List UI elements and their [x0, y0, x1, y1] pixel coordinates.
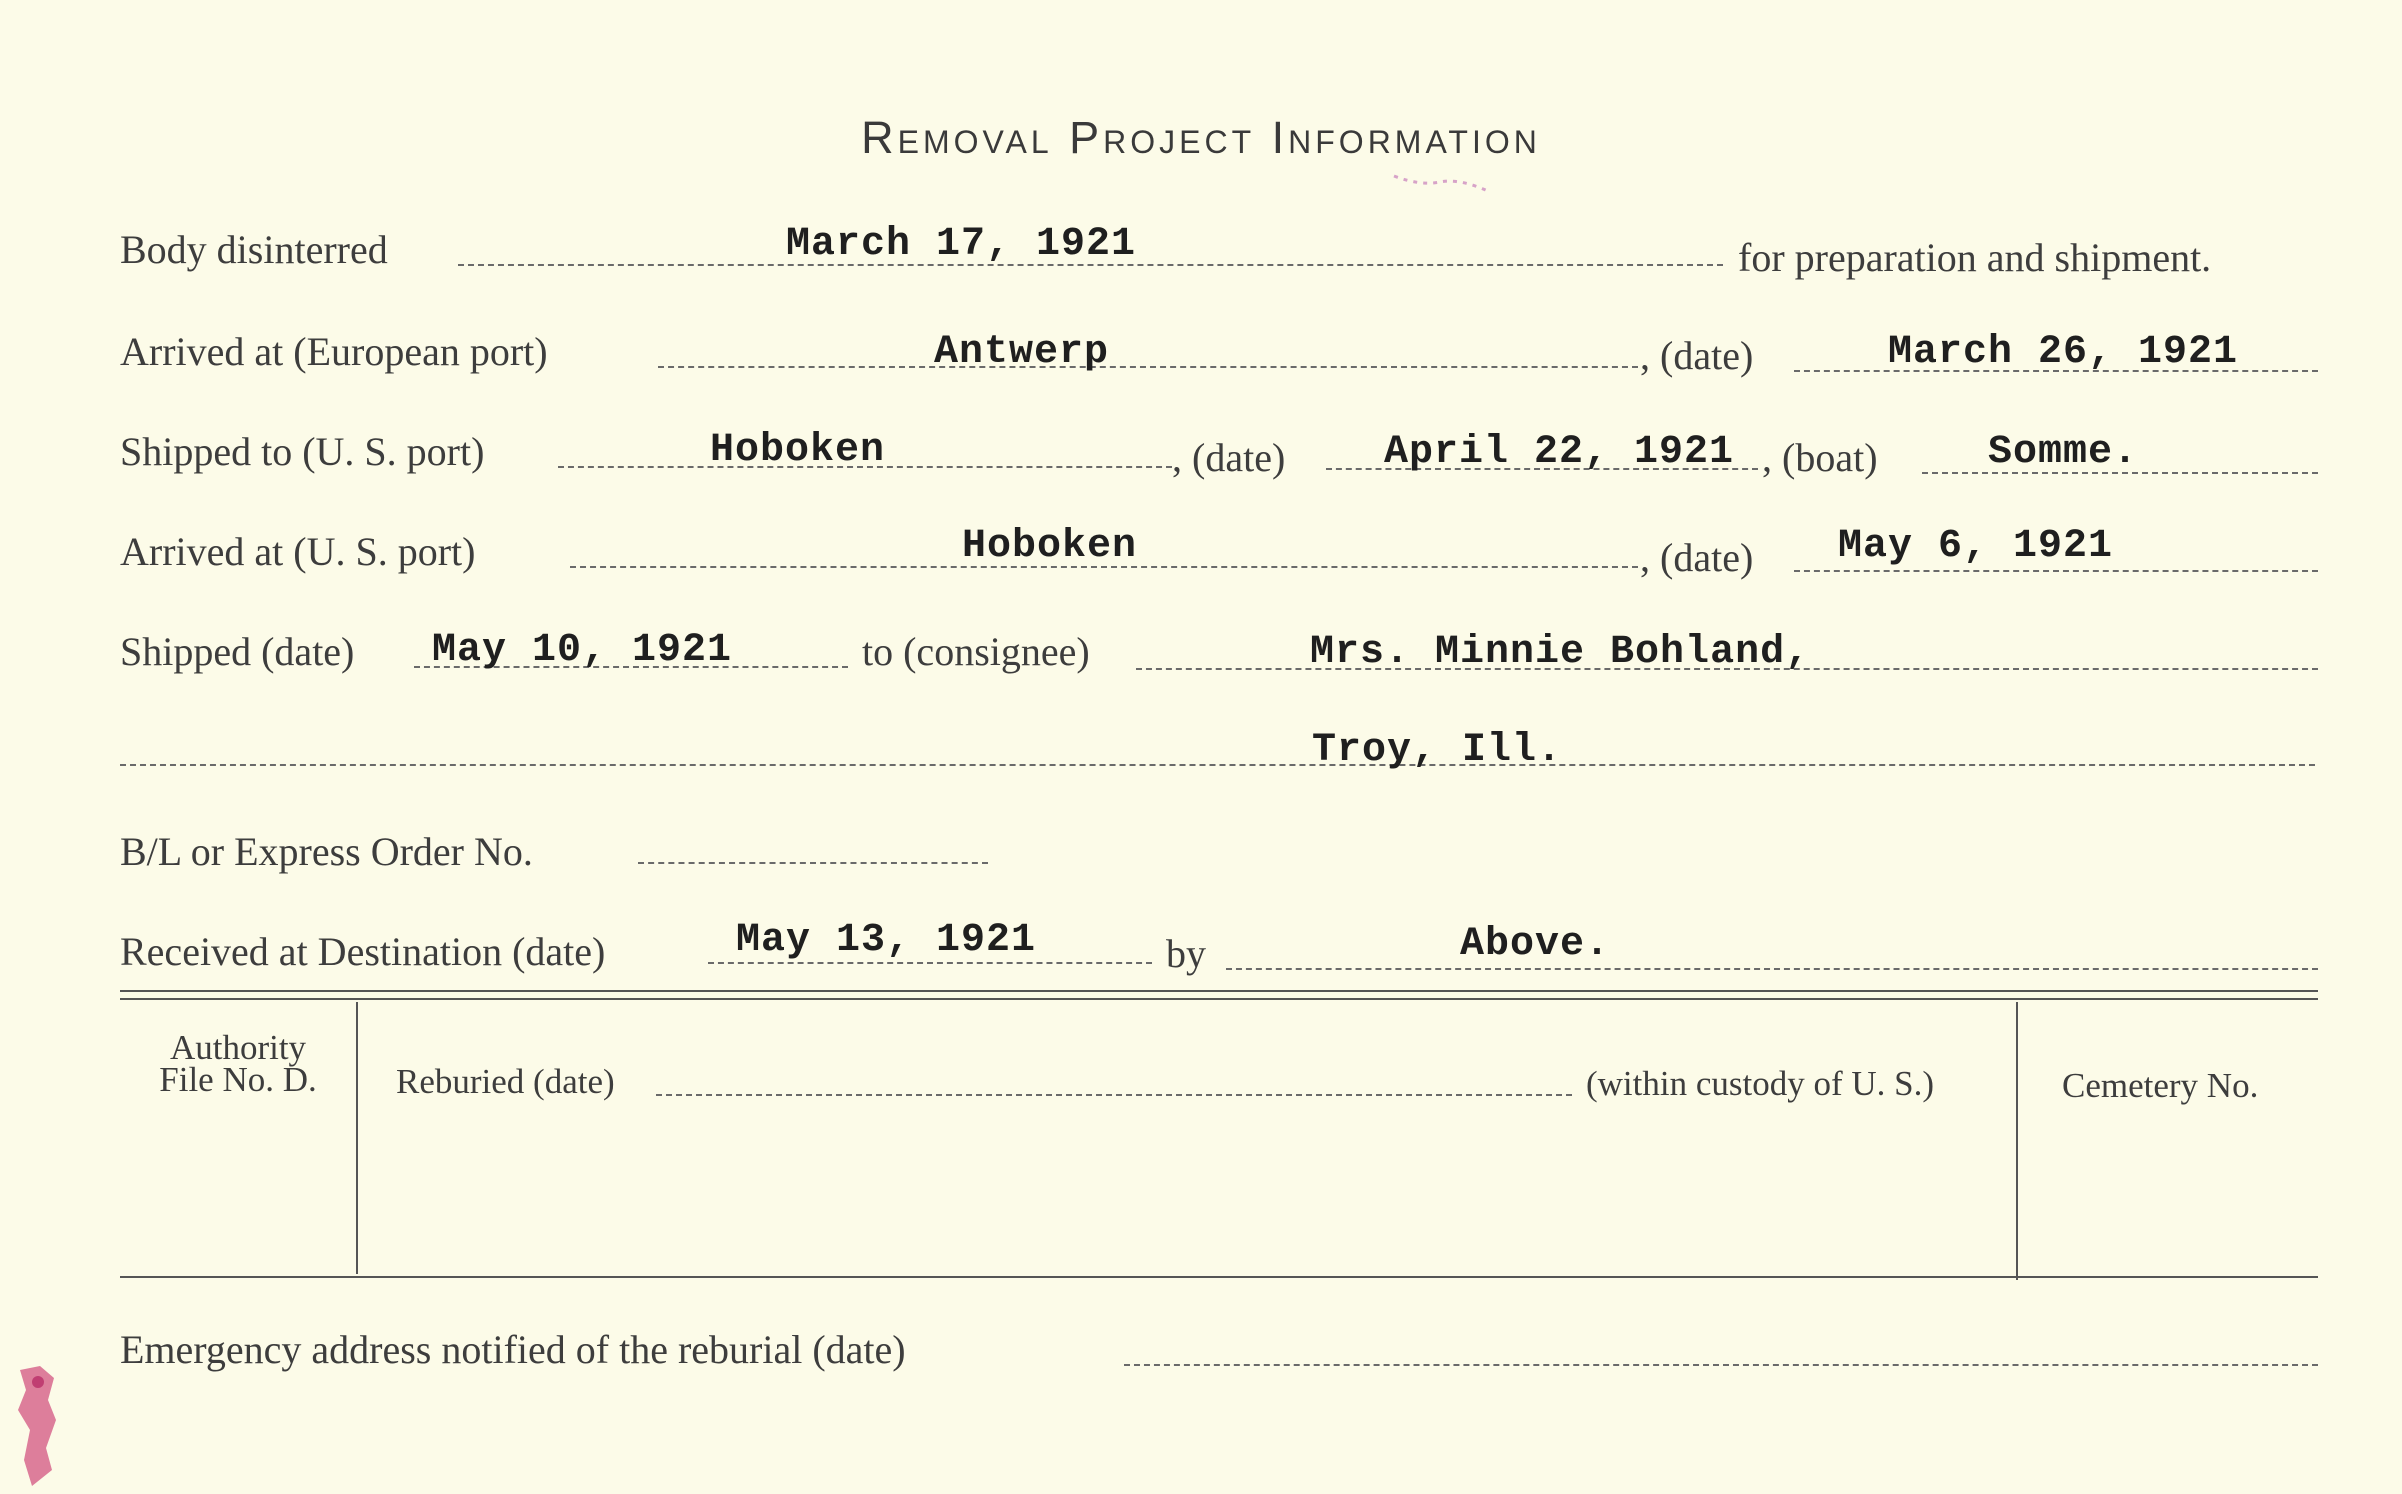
box-bottom-rule: [120, 1276, 2318, 1278]
consignee-line-2: [120, 764, 2315, 766]
emergency-line: [1124, 1364, 2318, 1366]
received-by-label: by: [1166, 931, 1206, 976]
european-port-date-label: , (date): [1640, 333, 1754, 378]
us-port-date-line: [1794, 570, 2318, 572]
consignee-label: to (consignee): [862, 629, 1090, 674]
received-by: Above.: [1460, 922, 1611, 967]
bl-order-label: B/L or Express Order No.: [120, 829, 533, 874]
box-top-rule-2: [120, 998, 2318, 1000]
european-port-line: [658, 366, 1638, 368]
us-port-date-label: , (date): [1640, 535, 1754, 580]
received-label: Received at Destination (date): [120, 929, 606, 974]
custody-label: (within custody of U. S.): [1586, 1064, 1935, 1103]
shipped-date-label: Shipped (date): [120, 629, 355, 674]
form-title: Removal Project Information: [861, 112, 1541, 163]
shipped-date: May 10, 1921: [432, 628, 733, 673]
bl-order-line: [638, 862, 988, 864]
shipped-to-boat-label: , (boat): [1762, 435, 1878, 480]
box-divider-right: [2016, 1002, 2018, 1280]
us-port-value: Hoboken: [962, 524, 1138, 569]
consignee-address: Troy, Ill.: [1312, 728, 1563, 773]
authority-label-1: Authority: [169, 1028, 307, 1067]
shipped-to-date: April 22, 1921: [1384, 430, 1735, 475]
consignee-name: Mrs. Minnie Bohland,: [1310, 630, 1811, 675]
shipped-to-port: Hoboken: [710, 428, 886, 473]
disinterred-label: Body disinterred: [120, 227, 388, 272]
cemetery-label: Cemetery No.: [2062, 1066, 2259, 1105]
disinterred-date: March 17, 1921: [786, 222, 1137, 267]
reburied-line: [656, 1094, 1572, 1096]
authority-label-2: File No. D.: [159, 1060, 317, 1099]
box-divider-left: [356, 1002, 358, 1274]
shipped-to-date-label: , (date): [1172, 435, 1286, 480]
disinterred-suffix: for preparation and shipment.: [1738, 235, 2212, 280]
received-date: May 13, 1921: [736, 918, 1037, 963]
us-port-label: Arrived at (U. S. port): [120, 529, 476, 574]
shipped-to-boat: Somme.: [1988, 430, 2139, 475]
box-top-rule-1: [120, 990, 2318, 992]
received-by-line: [1226, 968, 2318, 970]
ink-smudge: [1390, 168, 1500, 208]
reburied-label: Reburied (date): [396, 1062, 615, 1101]
shipped-to-label: Shipped to (U. S. port): [120, 429, 485, 474]
us-port-date: May 6, 1921: [1838, 524, 2114, 569]
european-port-value: Antwerp: [934, 330, 1110, 375]
european-port-date: March 26, 1921: [1888, 330, 2239, 375]
european-port-label: Arrived at (European port): [120, 329, 548, 374]
emergency-label: Emergency address notified of the reburial (date): [120, 1327, 906, 1372]
ink-stain: [10, 1360, 66, 1490]
